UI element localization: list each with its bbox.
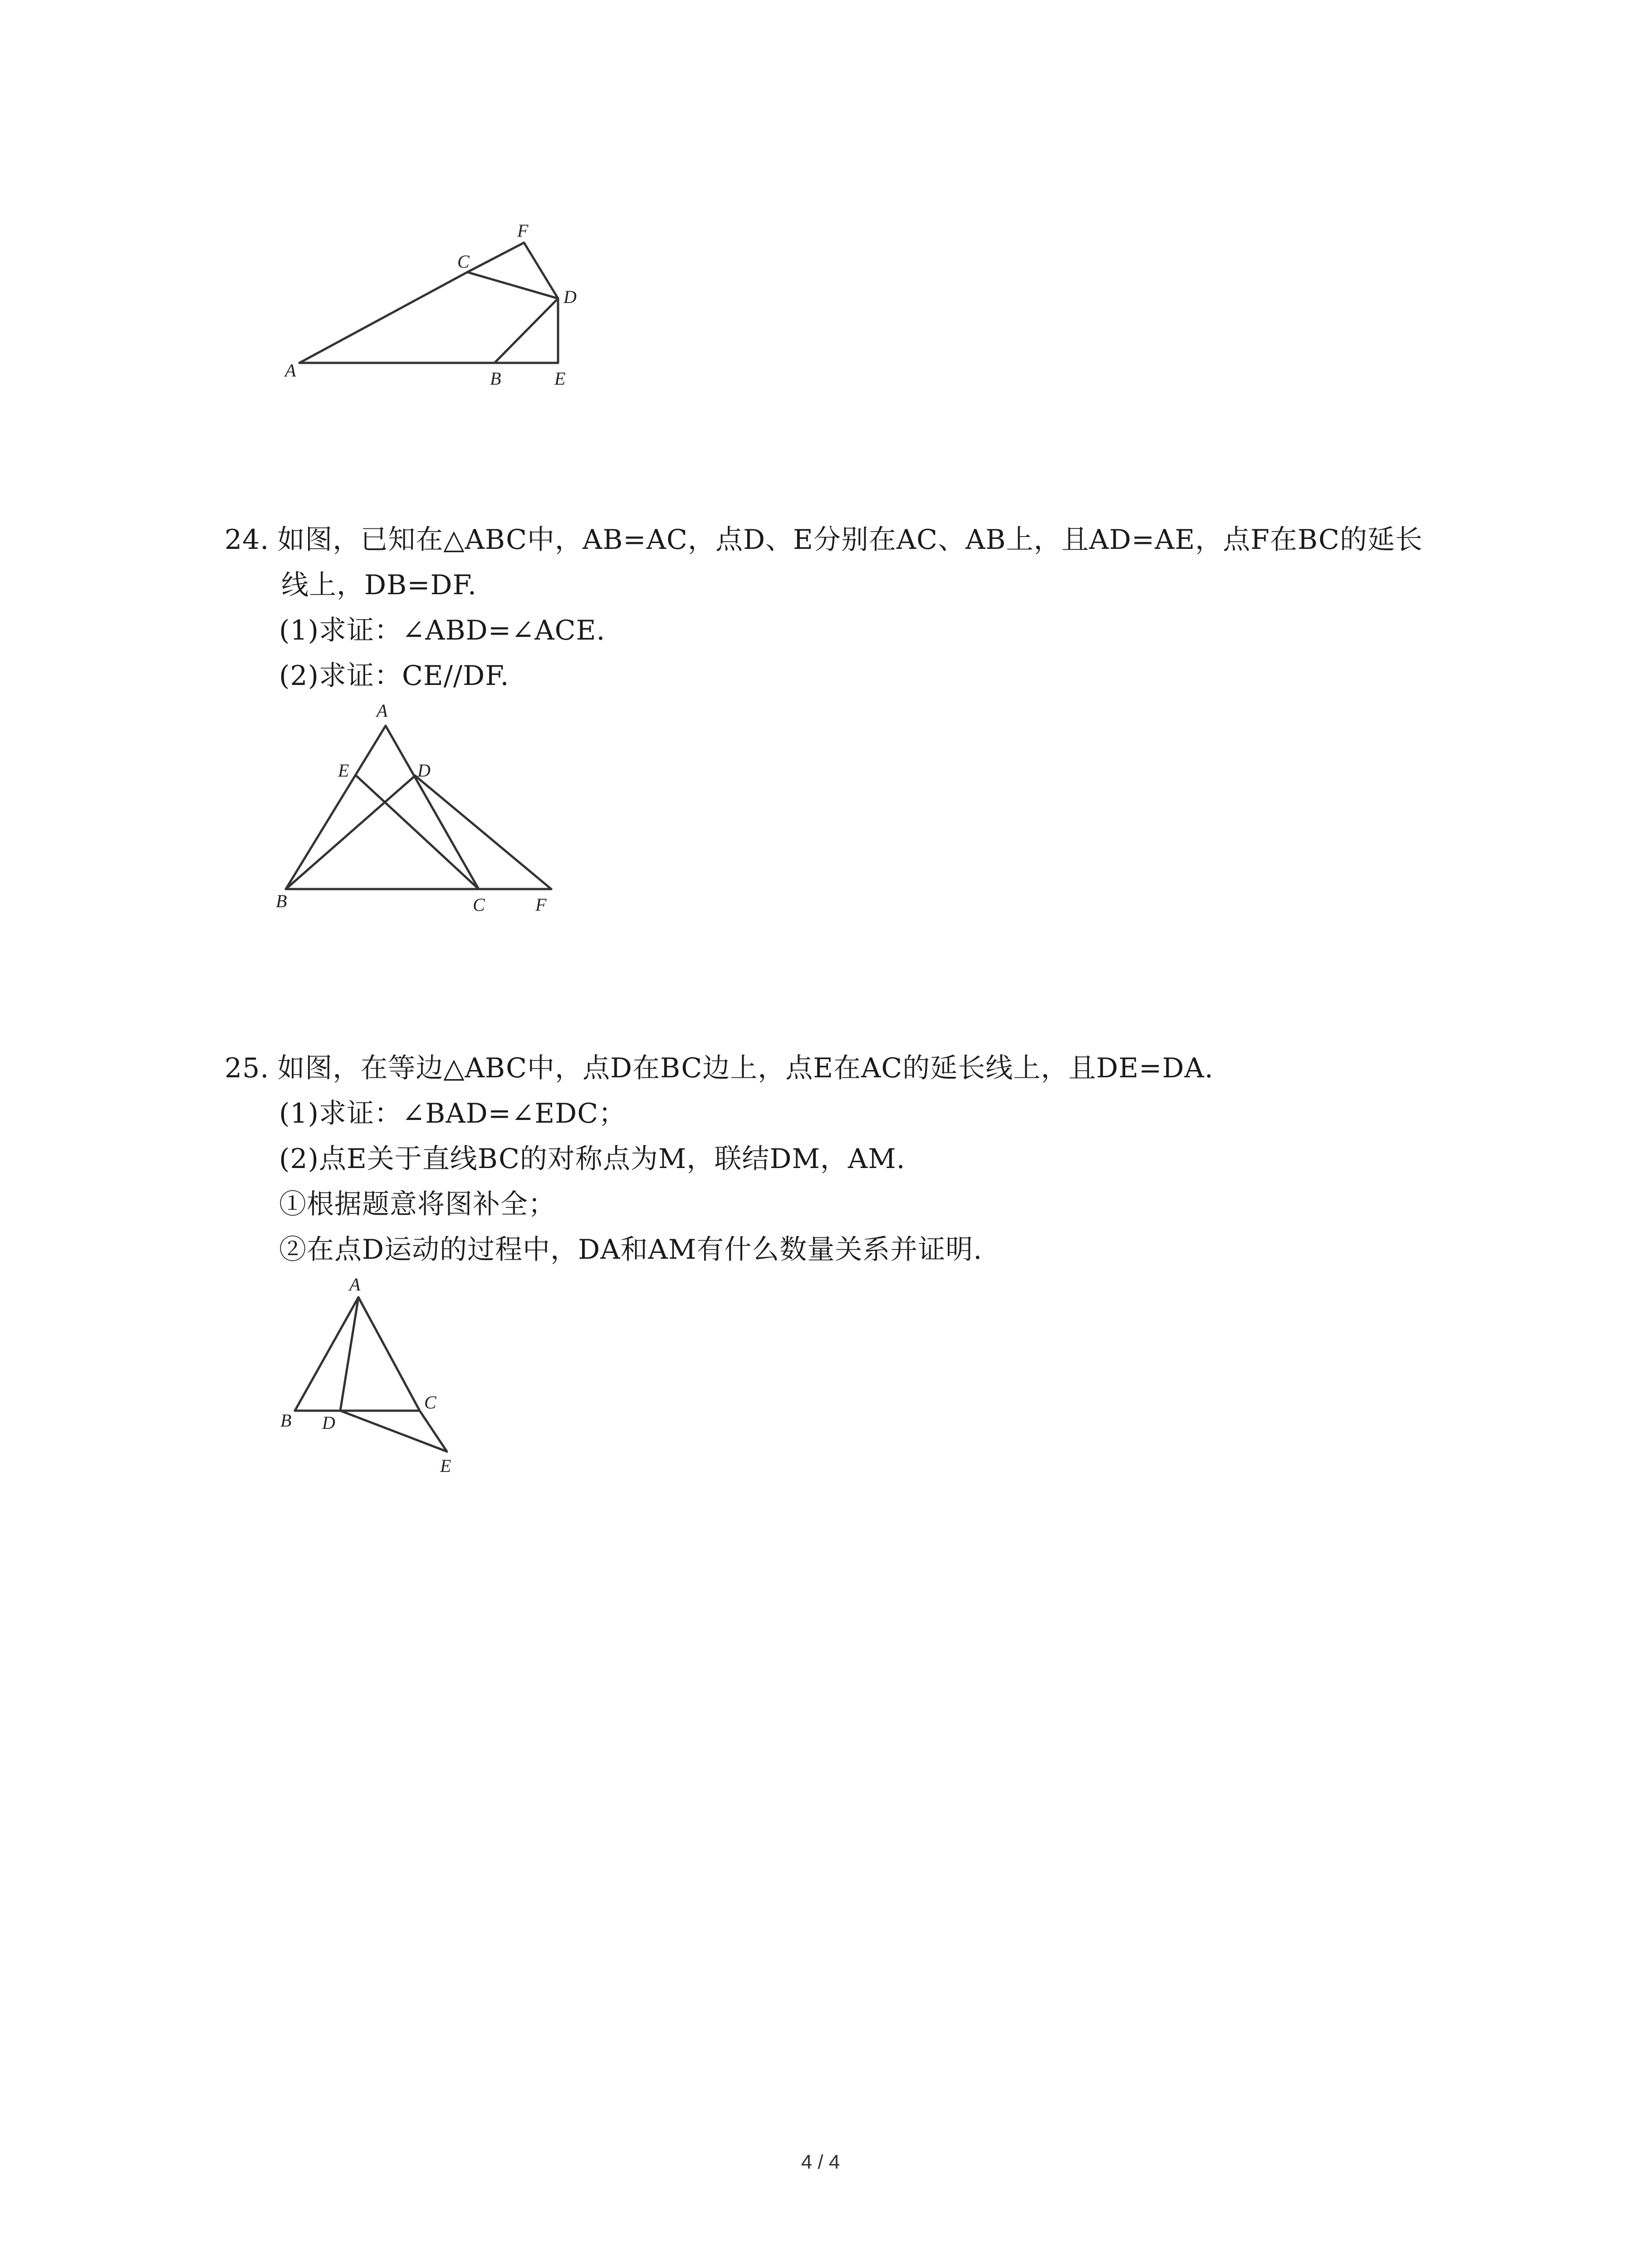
q24-part1: (1)求证：∠ABD=∠ACE.	[279, 615, 606, 646]
q25-part1: (1)求证：∠BAD=∠EDC；	[279, 1098, 627, 1129]
q25-figure	[268, 1270, 485, 1488]
label-b: B	[280, 1410, 292, 1431]
segment-de	[340, 1411, 447, 1452]
q24-stem-line1	[225, 522, 1423, 558]
label-f: F	[535, 894, 547, 915]
q24-number: 24.	[225, 524, 269, 556]
label-e: E	[338, 760, 349, 781]
label-a: A	[349, 1274, 361, 1295]
q25-sub1: ①根据题意将图补全；	[279, 1188, 556, 1220]
label-e: E	[440, 1456, 451, 1476]
segment-bd	[495, 298, 558, 363]
label-d: D	[322, 1413, 335, 1433]
q25-stem-line1	[225, 1050, 1214, 1086]
q25-part2: (2)点E关于直线BC的对称点为M，联结DM，AM.	[279, 1143, 906, 1175]
segment-ac	[299, 272, 467, 363]
q25-stem-text: 如图，在等边△ABC中，点D在BC边上，点E在AC的延长线上，且DE=DA.	[277, 1052, 1214, 1084]
label-b: B	[490, 368, 501, 389]
label-c: C	[424, 1392, 436, 1413]
segment-cf	[467, 243, 524, 272]
segment-ab	[286, 726, 386, 889]
label-a: A	[285, 360, 296, 381]
label-d: D	[563, 287, 577, 307]
q24-stem-line2: 线上，DB=DF.	[281, 569, 477, 601]
segment-bd	[286, 776, 415, 889]
segment-ec	[356, 776, 479, 889]
page-number: 4 / 4	[801, 2151, 840, 2173]
label-a: A	[377, 700, 388, 721]
q25-sub2: ②在点D运动的过程中，DA和AM有什么数量关系并证明.	[279, 1234, 983, 1266]
label-f: F	[517, 220, 529, 241]
label-c: C	[457, 251, 470, 272]
segment-ac	[358, 1297, 420, 1411]
q24-part2: (2)求证：CE//DF.	[279, 660, 509, 692]
q25-number: 25.	[225, 1052, 269, 1084]
q24-stem-text: 如图，已知在△ABC中，AB=AC，点D、E分别在AC、AB上，且AD=AE，点F在BC的延长	[277, 524, 1423, 556]
figure-prev-question	[272, 213, 617, 395]
segment-ac	[386, 726, 479, 889]
label-d: D	[417, 760, 431, 781]
label-c: C	[473, 894, 485, 915]
label-e: E	[554, 368, 566, 389]
label-b: B	[276, 891, 287, 911]
segment-df	[415, 776, 551, 889]
q24-figure	[263, 699, 590, 925]
